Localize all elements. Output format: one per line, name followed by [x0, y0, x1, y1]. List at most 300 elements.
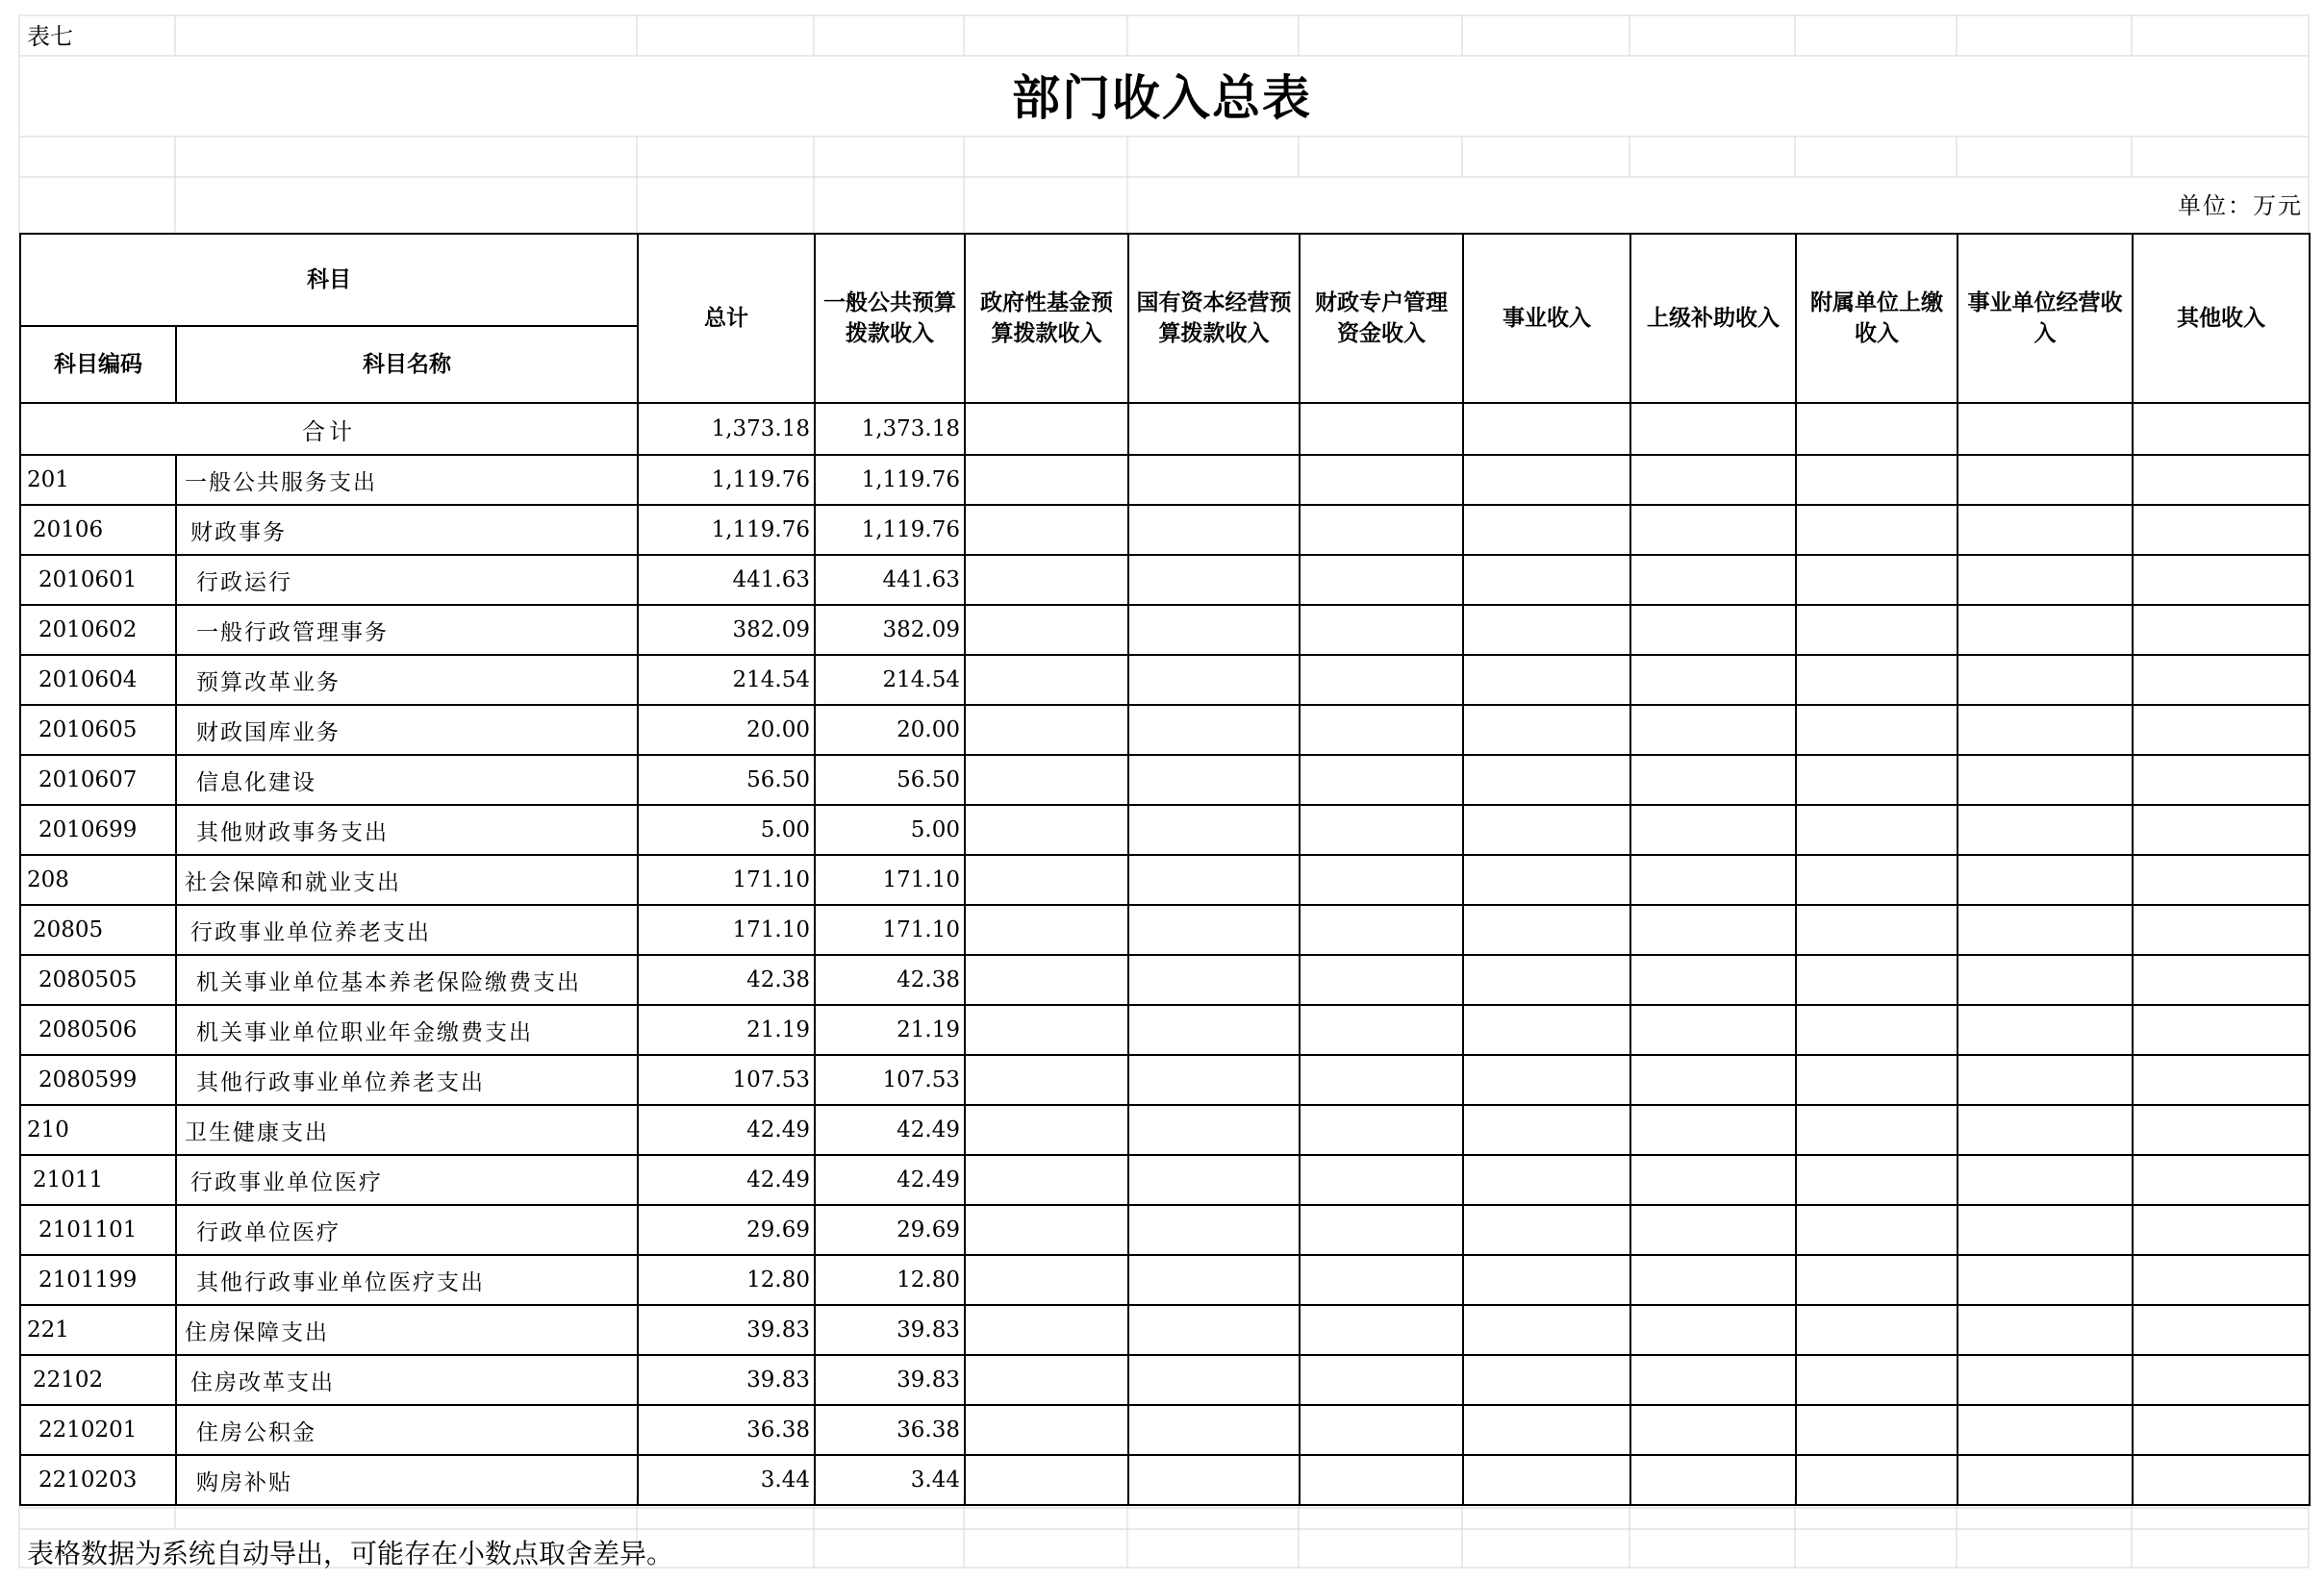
empty-cell [1630, 905, 1796, 955]
empty-cell [1796, 1155, 1958, 1205]
empty-cell [2133, 1105, 2310, 1155]
empty-cell [1300, 1155, 1463, 1205]
general-budget-value: 42.49 [815, 1155, 965, 1205]
empty-cell [1463, 1255, 1630, 1305]
table-row [20, 455, 2310, 505]
table-row [20, 1455, 2310, 1505]
empty-cell [965, 1255, 1128, 1305]
empty-cell [1128, 1405, 1300, 1455]
empty-cell [1128, 1105, 1300, 1155]
general-budget-value: 1,119.76 [815, 505, 965, 555]
empty-cell [1128, 1205, 1300, 1255]
total-total: 1,373.18 [638, 403, 815, 455]
empty-cell [1796, 505, 1958, 555]
empty-cell [965, 855, 1128, 905]
general-budget-value: 39.83 [815, 1305, 965, 1355]
table-row [20, 1405, 2310, 1455]
general-budget-value: 107.53 [815, 1055, 965, 1105]
header-other-income: 其他收入 [2133, 234, 2310, 403]
general-budget-value: 382.09 [815, 605, 965, 655]
header-special-account: 财政专户管理资金收入 [1300, 234, 1463, 403]
total-value: 39.83 [638, 1305, 815, 1355]
empty-cell [1128, 505, 1300, 555]
subject-code: 2010602 [20, 605, 176, 655]
general-budget-value: 20.00 [815, 705, 965, 755]
empty-cell [1463, 805, 1630, 855]
empty-cell [1958, 655, 2133, 705]
empty-cell [1630, 755, 1796, 805]
general-budget-value: 3.44 [815, 1455, 965, 1505]
header-code: 科目编码 [20, 326, 176, 403]
empty-cell [965, 403, 1128, 455]
empty-cell [1630, 1455, 1796, 1505]
empty-cell [1958, 805, 2133, 855]
empty-cell [965, 505, 1128, 555]
subject-code: 2210201 [20, 1405, 176, 1455]
empty-cell [965, 1155, 1128, 1205]
empty-cell [1300, 655, 1463, 705]
empty-cell [1796, 755, 1958, 805]
empty-cell [965, 605, 1128, 655]
empty-cell [1300, 1005, 1463, 1055]
empty-cell [1128, 955, 1300, 1005]
empty-cell [1128, 805, 1300, 855]
empty-cell [1463, 403, 1630, 455]
empty-cell [1630, 1005, 1796, 1055]
subject-name: 其他行政事业单位医疗支出 [176, 1255, 638, 1305]
empty-cell [1958, 1005, 2133, 1055]
empty-cell [965, 755, 1128, 805]
table-row [20, 605, 2310, 655]
empty-cell [1463, 1205, 1630, 1255]
subject-code: 2101199 [20, 1255, 176, 1305]
empty-cell [965, 1455, 1128, 1505]
subject-code: 2210203 [20, 1455, 176, 1505]
subject-code: 20805 [20, 905, 176, 955]
empty-cell [1796, 1255, 1958, 1305]
empty-cell [1463, 605, 1630, 655]
general-budget-value: 42.38 [815, 955, 965, 1005]
total-value: 171.10 [638, 905, 815, 955]
empty-cell [965, 1405, 1128, 1455]
empty-cell [965, 1355, 1128, 1405]
empty-cell [1300, 1355, 1463, 1405]
empty-cell [1128, 1005, 1300, 1055]
header-affiliated-unit: 附属单位上缴收入 [1796, 234, 1958, 403]
empty-cell [1630, 1155, 1796, 1205]
empty-cell [1128, 1355, 1300, 1405]
empty-cell [1300, 1455, 1463, 1505]
empty-cell [965, 1305, 1128, 1355]
subject-code: 20106 [20, 505, 176, 555]
total-value: 21.19 [638, 1005, 815, 1055]
empty-cell [965, 705, 1128, 755]
table-row [20, 855, 2310, 905]
empty-cell [1796, 1055, 1958, 1105]
empty-cell [1300, 505, 1463, 555]
empty-cell [1796, 555, 1958, 605]
empty-cell [2133, 1305, 2310, 1355]
empty-cell [1630, 1305, 1796, 1355]
empty-cell [1630, 605, 1796, 655]
total-value: 1,119.76 [638, 455, 815, 505]
header-gov-fund: 政府性基金预算拨款收入 [965, 234, 1128, 403]
table-row [20, 655, 2310, 705]
empty-cell [1128, 1155, 1300, 1205]
empty-cell [2133, 705, 2310, 755]
empty-cell [1630, 1255, 1796, 1305]
table-row [20, 755, 2310, 805]
total-value: 20.00 [638, 705, 815, 755]
table-row [20, 705, 2310, 755]
table-row [20, 1155, 2310, 1205]
empty-cell [1796, 1005, 1958, 1055]
empty-cell [1463, 1055, 1630, 1105]
empty-cell [1630, 455, 1796, 505]
empty-cell [1128, 755, 1300, 805]
subject-name: 财政国库业务 [176, 705, 638, 755]
empty-cell [1463, 705, 1630, 755]
total-value: 39.83 [638, 1355, 815, 1405]
subject-name: 财政事务 [176, 505, 638, 555]
table-row [20, 1055, 2310, 1105]
empty-cell [1128, 555, 1300, 605]
empty-cell [965, 1005, 1128, 1055]
empty-cell [2133, 1455, 2310, 1505]
empty-cell [1958, 403, 2133, 455]
empty-cell [1958, 505, 2133, 555]
subject-code: 2010601 [20, 555, 176, 605]
empty-cell [1796, 855, 1958, 905]
empty-cell [1128, 855, 1300, 905]
empty-cell [1300, 805, 1463, 855]
empty-cell [1796, 1405, 1958, 1455]
empty-cell [1796, 403, 1958, 455]
empty-cell [1958, 555, 2133, 605]
subject-code: 208 [20, 855, 176, 905]
total-value: 107.53 [638, 1055, 815, 1105]
header-total: 总计 [638, 234, 815, 403]
empty-cell [1796, 705, 1958, 755]
empty-cell [1300, 605, 1463, 655]
empty-cell [1463, 555, 1630, 605]
empty-cell [1463, 1305, 1630, 1355]
empty-cell [1128, 403, 1300, 455]
general-budget-value: 441.63 [815, 555, 965, 605]
subject-name: 一般行政管理事务 [176, 605, 638, 655]
empty-cell [965, 805, 1128, 855]
empty-cell [1300, 855, 1463, 905]
subject-name: 行政运行 [176, 555, 638, 605]
empty-cell [1463, 1155, 1630, 1205]
empty-cell [1463, 455, 1630, 505]
empty-cell [2133, 905, 2310, 955]
subject-code: 2101101 [20, 1205, 176, 1255]
empty-cell [1630, 1055, 1796, 1105]
subject-name: 行政单位医疗 [176, 1205, 638, 1255]
empty-cell [2133, 855, 2310, 905]
empty-cell [1796, 1355, 1958, 1405]
empty-cell [1958, 1455, 2133, 1505]
header-state-capital: 国有资本经营预算拨款收入 [1128, 234, 1300, 403]
empty-cell [1463, 1105, 1630, 1155]
empty-cell [1300, 403, 1463, 455]
subject-name: 住房保障支出 [176, 1305, 638, 1355]
empty-cell [1796, 655, 1958, 705]
empty-cell [965, 1055, 1128, 1105]
total-label: 合计 [20, 403, 638, 455]
footnote: 表格数据为系统自动导出，可能存在小数点取舍差异。 [27, 1538, 674, 1569]
empty-cell [965, 1205, 1128, 1255]
total-value: 441.63 [638, 555, 815, 605]
empty-cell [1958, 955, 2133, 1005]
subject-name: 住房改革支出 [176, 1355, 638, 1405]
empty-cell [1958, 855, 2133, 905]
subject-name: 其他行政事业单位养老支出 [176, 1055, 638, 1105]
total-value: 36.38 [638, 1405, 815, 1455]
empty-cell [1630, 555, 1796, 605]
subject-code: 22102 [20, 1355, 176, 1405]
empty-cell [2133, 1205, 2310, 1255]
empty-cell [1463, 505, 1630, 555]
header-general-budget: 一般公共预算拨款收入 [815, 234, 965, 403]
empty-cell [1300, 1405, 1463, 1455]
subject-name: 购房补贴 [176, 1455, 638, 1505]
empty-cell [1630, 655, 1796, 705]
total-value: 382.09 [638, 605, 815, 655]
total-value: 42.49 [638, 1105, 815, 1155]
empty-cell [2133, 1155, 2310, 1205]
empty-cell [1796, 605, 1958, 655]
empty-cell [2133, 755, 2310, 805]
general-budget-value: 29.69 [815, 1205, 965, 1255]
empty-cell [1958, 1055, 2133, 1105]
empty-cell [2133, 655, 2310, 705]
empty-cell [1630, 1355, 1796, 1405]
empty-cell [1958, 1405, 2133, 1455]
general-budget-value: 214.54 [815, 655, 965, 705]
general-budget-value: 1,119.76 [815, 455, 965, 505]
empty-cell [965, 655, 1128, 705]
general-budget-value: 36.38 [815, 1405, 965, 1455]
subject-name: 行政事业单位医疗 [176, 1155, 638, 1205]
page-title: 部门收入总表 [1012, 69, 1312, 126]
empty-cell [1300, 705, 1463, 755]
table-row [20, 1355, 2310, 1405]
table-row [20, 805, 2310, 855]
empty-cell [1300, 555, 1463, 605]
empty-cell [1463, 1455, 1630, 1505]
empty-cell [1958, 1355, 2133, 1405]
subject-name: 住房公积金 [176, 1405, 638, 1455]
subject-name: 其他财政事务支出 [176, 805, 638, 855]
empty-cell [1796, 805, 1958, 855]
empty-cell [1630, 855, 1796, 905]
empty-cell [1630, 1105, 1796, 1155]
empty-cell [1463, 655, 1630, 705]
subject-code: 21011 [20, 1155, 176, 1205]
subject-name: 社会保障和就业支出 [176, 855, 638, 905]
empty-cell [2133, 1005, 2310, 1055]
total-value: 12.80 [638, 1255, 815, 1305]
table-row [20, 1205, 2310, 1255]
empty-cell [1463, 905, 1630, 955]
subject-code: 2010605 [20, 705, 176, 755]
empty-cell [1630, 955, 1796, 1005]
total-value: 29.69 [638, 1205, 815, 1255]
empty-cell [1128, 605, 1300, 655]
empty-cell [1128, 1305, 1300, 1355]
empty-cell [1958, 455, 2133, 505]
empty-cell [1128, 705, 1300, 755]
empty-cell [1128, 1255, 1300, 1305]
empty-cell [965, 555, 1128, 605]
header-business-income: 事业收入 [1463, 234, 1630, 403]
general-budget-value: 12.80 [815, 1255, 965, 1305]
unit-label: 单位：万元 [2178, 192, 2303, 219]
general-budget-value: 56.50 [815, 755, 965, 805]
subject-name: 行政事业单位养老支出 [176, 905, 638, 955]
total-value: 5.00 [638, 805, 815, 855]
subject-name: 预算改革业务 [176, 655, 638, 705]
empty-cell [2133, 1255, 2310, 1305]
subject-name: 信息化建设 [176, 755, 638, 805]
subject-name: 一般公共服务支出 [176, 455, 638, 505]
general-budget-value: 21.19 [815, 1005, 965, 1055]
empty-cell [1300, 905, 1463, 955]
table-row [20, 1005, 2310, 1055]
empty-cell [1463, 855, 1630, 905]
empty-cell [2133, 1355, 2310, 1405]
empty-cell [1128, 1455, 1300, 1505]
subject-code: 2080505 [20, 955, 176, 1005]
empty-cell [1300, 1105, 1463, 1155]
table-row [20, 1105, 2310, 1155]
general-budget-value: 42.49 [815, 1105, 965, 1155]
empty-cell [1128, 905, 1300, 955]
header-subject: 科目 [20, 234, 638, 326]
empty-cell [965, 905, 1128, 955]
empty-cell [1128, 655, 1300, 705]
table-row [20, 905, 2310, 955]
table-row [20, 1305, 2310, 1355]
total-value: 42.49 [638, 1155, 815, 1205]
empty-cell [1300, 955, 1463, 1005]
empty-cell [1300, 1205, 1463, 1255]
total-value: 214.54 [638, 655, 815, 705]
general-budget-value: 5.00 [815, 805, 965, 855]
general-budget-value: 39.83 [815, 1355, 965, 1405]
empty-cell [1300, 755, 1463, 805]
empty-cell [1796, 955, 1958, 1005]
total-value: 171.10 [638, 855, 815, 905]
empty-cell [2133, 955, 2310, 1005]
table-row [20, 1255, 2310, 1305]
empty-cell [1958, 905, 2133, 955]
empty-cell [1630, 705, 1796, 755]
empty-cell [1796, 1105, 1958, 1155]
empty-cell [1463, 1005, 1630, 1055]
empty-cell [2133, 1055, 2310, 1105]
subject-code: 2080599 [20, 1055, 176, 1105]
empty-cell [1796, 905, 1958, 955]
empty-cell [1463, 1355, 1630, 1405]
empty-cell [1958, 1255, 2133, 1305]
empty-cell [1300, 455, 1463, 505]
subject-code: 2010699 [20, 805, 176, 855]
empty-cell [2133, 455, 2310, 505]
total-value: 56.50 [638, 755, 815, 805]
empty-cell [1796, 1455, 1958, 1505]
empty-cell [1958, 755, 2133, 805]
empty-cell [1630, 505, 1796, 555]
total-row [20, 403, 2310, 455]
table-row [20, 955, 2310, 1005]
general-budget-value: 171.10 [815, 855, 965, 905]
subject-name: 机关事业单位职业年金缴费支出 [176, 1005, 638, 1055]
empty-cell [1630, 1405, 1796, 1455]
empty-cell [1958, 1205, 2133, 1255]
header-superior-subsidy: 上级补助收入 [1630, 234, 1796, 403]
subject-code: 2080506 [20, 1005, 176, 1055]
empty-cell [2133, 403, 2310, 455]
empty-cell [1463, 1405, 1630, 1455]
subject-code: 2010604 [20, 655, 176, 705]
total-value: 3.44 [638, 1455, 815, 1505]
empty-cell [1958, 1105, 2133, 1155]
empty-cell [2133, 555, 2310, 605]
empty-cell [1630, 805, 1796, 855]
table-row [20, 505, 2310, 555]
empty-cell [2133, 505, 2310, 555]
empty-cell [965, 455, 1128, 505]
empty-cell [965, 1105, 1128, 1155]
empty-cell [2133, 805, 2310, 855]
total-value: 42.38 [638, 955, 815, 1005]
empty-cell [1300, 1055, 1463, 1105]
empty-cell [1128, 1055, 1300, 1105]
subject-code: 210 [20, 1105, 176, 1155]
empty-cell [1300, 1255, 1463, 1305]
income-summary-table [19, 233, 2311, 1506]
empty-cell [1796, 1305, 1958, 1355]
empty-cell [2133, 1405, 2310, 1455]
empty-cell [965, 955, 1128, 1005]
table-row [20, 555, 2310, 605]
subject-name: 机关事业单位基本养老保险缴费支出 [176, 955, 638, 1005]
subject-code: 221 [20, 1305, 176, 1355]
subject-code: 2010607 [20, 755, 176, 805]
empty-cell [1300, 1305, 1463, 1355]
empty-cell [1958, 1305, 2133, 1355]
general-budget-value: 171.10 [815, 905, 965, 955]
empty-cell [2133, 605, 2310, 655]
empty-cell [1958, 605, 2133, 655]
sheet-label: 表七 [27, 23, 73, 50]
empty-cell [1958, 705, 2133, 755]
subject-code: 201 [20, 455, 176, 505]
header-operating-income: 事业单位经营收入 [1958, 234, 2133, 403]
header-name: 科目名称 [176, 326, 638, 403]
total-value: 1,119.76 [638, 505, 815, 555]
empty-cell [1630, 1205, 1796, 1255]
empty-cell [1958, 1155, 2133, 1205]
empty-cell [1463, 955, 1630, 1005]
empty-cell [1796, 455, 1958, 505]
empty-cell [1630, 403, 1796, 455]
empty-cell [1463, 755, 1630, 805]
subject-name: 卫生健康支出 [176, 1105, 638, 1155]
